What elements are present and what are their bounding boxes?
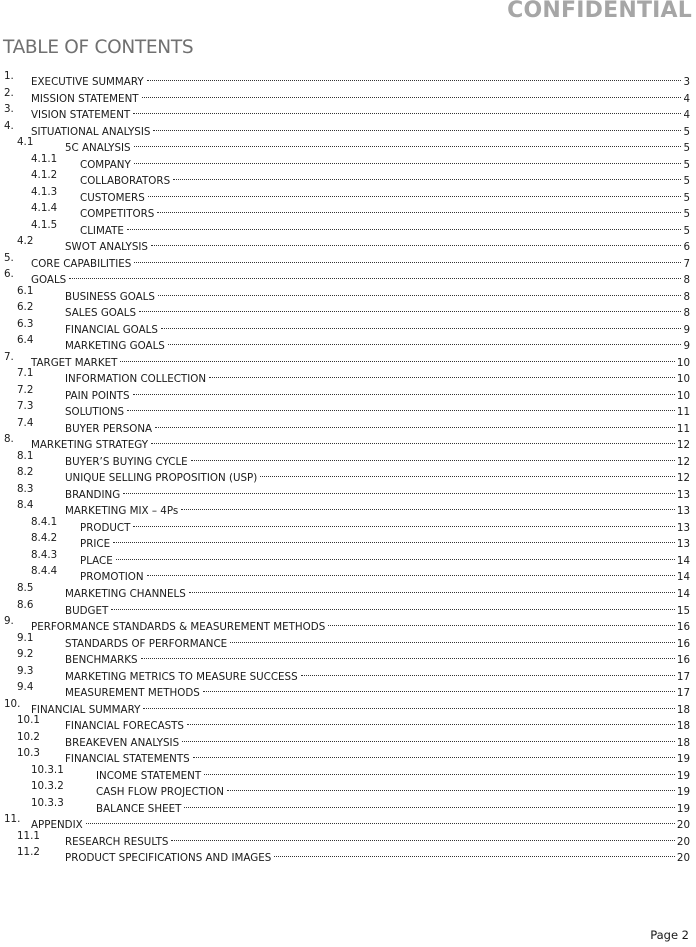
toc-entry-title: 5C ANALYSIS — [65, 142, 131, 155]
toc-entry-page-number: 19 — [676, 753, 690, 766]
dot-leader — [328, 609, 675, 626]
toc-entry-number: 10.1 — [17, 714, 40, 727]
toc-entry-title: TARGET MARKET — [31, 356, 118, 369]
toc-entry-title: BUYER’S BUYING CYCLE — [65, 455, 188, 468]
toc-entry[interactable] — [0, 844, 696, 865]
toc-entry-page-number: 8 — [683, 307, 690, 320]
dot-leader — [260, 460, 675, 477]
dot-leader — [187, 708, 675, 725]
toc-entry-title: GOALS — [31, 274, 67, 287]
toc-entry-page-number: 18 — [676, 720, 690, 733]
toc-entry-page-number: 9 — [683, 323, 690, 336]
toc-entry-title: UNIQUE SELLING PROPOSITION (USP) — [65, 472, 258, 485]
toc-entry-number: 8.4.4 — [31, 565, 58, 578]
toc-entry-page-number: 18 — [676, 703, 690, 716]
dot-leader — [155, 411, 675, 428]
toc-entry-page-number: 15 — [676, 604, 690, 617]
toc-entry-number: 8.2 — [17, 466, 34, 479]
dot-leader — [191, 444, 675, 461]
toc-entry-page-number: 16 — [676, 621, 690, 634]
toc-entry-page-number: 5 — [683, 125, 690, 138]
dot-leader — [134, 246, 681, 263]
dot-leader — [134, 147, 681, 164]
toc-entry-page-number: 13 — [676, 505, 690, 518]
toc-entry-page-number: 12 — [676, 472, 690, 485]
toc-entry-title: MARKETING CHANNELS — [65, 587, 186, 600]
toc-entry-number: 4.1.3 — [31, 185, 58, 198]
toc-entry-page-number: 5 — [683, 142, 690, 155]
toc-entry-title: COMPETITORS — [80, 208, 155, 221]
toc-entry-page-number: 11 — [676, 422, 690, 435]
toc-entry-page-number: 11 — [676, 406, 690, 419]
toc-entry-number: 6.1 — [17, 284, 34, 297]
toc-entry-page-number: 14 — [676, 587, 690, 600]
dot-leader — [120, 345, 675, 362]
toc-entry-title: EXECUTIVE SUMMARY — [31, 76, 144, 88]
dot-leader — [203, 675, 675, 692]
toc-entry-number: 7.4 — [17, 416, 34, 429]
toc-entry-title: STANDARDS OF PERFORMANCE — [65, 637, 228, 650]
dot-leader — [157, 196, 681, 213]
toc-entry-title: CASH FLOW PROJECTION — [96, 786, 224, 799]
toc-entry-page-number: 9 — [683, 340, 690, 353]
toc-entry-number: 4.1.2 — [31, 169, 58, 182]
dot-leader — [227, 774, 675, 791]
toc-entry-number: 9.4 — [17, 681, 34, 694]
toc-entry-title: MARKETING STRATEGY — [31, 439, 148, 452]
toc-entry-title: PLACE — [80, 554, 113, 567]
toc-title: TABLE OF CONTENTS — [3, 37, 194, 58]
dot-leader — [301, 659, 675, 676]
toc-entry-title: COLLABORATORS — [80, 175, 171, 188]
dot-leader — [204, 758, 675, 775]
toc-entry-number: 7.2 — [17, 383, 34, 396]
toc-entry-title: BUYER PERSONA — [65, 422, 153, 435]
toc-entry-number: 4.1.5 — [31, 218, 58, 231]
toc-entry-title: MARKETING METRICS TO MEASURE SUCCESS — [65, 670, 298, 683]
toc-entry-page-number: 16 — [676, 654, 690, 667]
toc-entry-page-number: 19 — [676, 769, 690, 782]
page-number-footer: Page 2 — [650, 928, 689, 942]
dot-leader — [127, 394, 675, 411]
toc-entry-title: INCOME STATEMENT — [96, 769, 202, 782]
toc-entry-page-number: 7 — [683, 257, 690, 270]
dot-leader — [113, 526, 675, 543]
dot-leader — [134, 130, 681, 147]
toc-entry-number: 8.4.1 — [31, 515, 58, 528]
toc-entry-number: 10.3.3 — [31, 796, 64, 809]
toc-entry-page-number: 17 — [676, 687, 690, 700]
dot-leader — [193, 741, 675, 758]
dot-leader — [133, 97, 681, 114]
toc-entry-number: 4.1 — [17, 136, 34, 149]
dot-leader — [189, 576, 675, 593]
toc-entry-title: MEASUREMENT METHODS — [65, 687, 200, 700]
toc-entry-title: BENCHMARKS — [65, 654, 138, 667]
toc-entry-title: CLIMATE — [80, 224, 124, 237]
dot-leader — [230, 626, 675, 643]
toc-entry-page-number: 5 — [683, 224, 690, 237]
toc-entry-number: 9.3 — [17, 664, 34, 677]
toc-entry-page-number: 20 — [676, 852, 690, 865]
toc-entry-number: 3. — [4, 103, 14, 116]
toc-entry-title: FINANCIAL GOALS — [65, 323, 158, 336]
toc-entry-page-number: 20 — [676, 835, 690, 848]
toc-entry-title: SALES GOALS — [65, 307, 137, 320]
toc-entry-number: 11.1 — [17, 829, 40, 842]
dot-leader — [161, 312, 681, 329]
toc-entry-number: 7.1 — [17, 367, 34, 380]
toc-entry-title: MARKETING GOALS — [65, 340, 165, 353]
toc-entry-number: 9.2 — [17, 648, 34, 661]
dot-leader — [151, 427, 675, 444]
toc-entry-page-number: 12 — [676, 455, 690, 468]
toc-entry-title: FINANCIAL STATEMENTS — [65, 753, 190, 766]
toc-entry-title: COMPANY — [80, 158, 131, 171]
toc-entry-title: PRODUCT — [80, 521, 131, 534]
toc-entry-page-number: 14 — [676, 554, 690, 567]
toc-entry-page-number: 13 — [676, 521, 690, 534]
toc-entry-number: 11.2 — [17, 846, 40, 859]
toc-entry-title: APPENDIX — [31, 819, 83, 832]
dot-leader — [111, 593, 675, 610]
toc-entry-page-number: 3 — [683, 76, 690, 88]
toc-entry-page-number: 16 — [676, 637, 690, 650]
toc-entry-page-number: 19 — [676, 786, 690, 799]
toc-entry-title: BREAKEVEN ANALYSIS — [65, 736, 180, 749]
dot-leader — [274, 840, 675, 857]
toc-entry-page-number: 6 — [683, 241, 690, 254]
toc-entry-page-number: 19 — [676, 802, 690, 815]
toc-entry-number: 4.2 — [17, 235, 34, 248]
toc-entry-link[interactable] — [65, 844, 690, 867]
dot-leader — [171, 824, 674, 841]
toc-entry-number: 8.6 — [17, 598, 34, 611]
toc-entry-title: MISSION STATEMENT — [31, 92, 139, 105]
dot-leader — [173, 163, 681, 180]
dot-leader — [151, 229, 681, 246]
dot-leader — [127, 213, 681, 230]
dot-leader — [147, 64, 681, 81]
toc-entry-number: 10.2 — [17, 730, 40, 743]
toc-entry-title: BUDGET — [65, 604, 109, 617]
toc-entry-page-number: 13 — [676, 488, 690, 501]
toc-entry-title: RESEARCH RESULTS — [65, 835, 169, 848]
toc-entry-number: 6. — [4, 268, 14, 281]
toc-entry-page-number: 8 — [683, 274, 690, 287]
toc-entry-number: 6.2 — [17, 301, 34, 314]
dot-leader — [181, 493, 675, 510]
toc-entry-number: 11. — [4, 813, 21, 826]
toc-entry-page-number: 10 — [676, 373, 690, 386]
toc-entry-page-number: 18 — [676, 736, 690, 749]
toc-entry-number: 8.4.2 — [31, 532, 58, 545]
toc-entry-page-number: 17 — [676, 670, 690, 683]
toc-entry-page-number: 4 — [683, 92, 690, 105]
toc-entry-number: 1. — [4, 70, 14, 82]
toc-entry-page-number: 5 — [683, 158, 690, 171]
dot-leader — [116, 543, 675, 560]
dot-leader — [142, 81, 681, 98]
toc-entry-page-number: 5 — [683, 175, 690, 188]
dot-leader — [69, 262, 681, 279]
toc-entry-number: 5. — [4, 251, 14, 264]
dot-leader — [148, 180, 681, 197]
toc-entry-number: 8.5 — [17, 581, 34, 594]
toc-entry-title: FINANCIAL FORECASTS — [65, 720, 184, 733]
toc-entry-title: CORE CAPABILITIES — [31, 257, 132, 270]
toc-entry-number: 2. — [4, 86, 14, 99]
toc-entry-number: 4. — [4, 119, 14, 132]
confidential-label: CONFIDENTIAL — [507, 0, 692, 23]
toc-entry-page-number: 5 — [683, 191, 690, 204]
dot-leader — [123, 477, 675, 494]
toc-entry-title: BRANDING — [65, 488, 121, 501]
toc-entry-title: MARKETING MIX – 4Ps — [65, 505, 179, 518]
dot-leader — [209, 361, 675, 378]
dot-leader — [184, 791, 675, 808]
dot-leader — [133, 510, 674, 527]
toc-entry-title: CUSTOMERS — [80, 191, 145, 204]
toc-entry-page-number: 8 — [683, 290, 690, 303]
toc-entry-title: SITUATIONAL ANALYSIS — [31, 125, 151, 138]
dot-leader — [133, 378, 675, 395]
toc-entry-title: FINANCIAL SUMMARY — [31, 703, 141, 716]
toc-entry-title: VISION STATEMENT — [31, 109, 131, 122]
dot-leader — [86, 807, 675, 824]
dot-leader — [182, 725, 675, 742]
toc-entry-page-number: 10 — [676, 356, 690, 369]
toc-entry-number: 10. — [4, 697, 21, 710]
toc-entry-title: PROMOTION — [80, 571, 144, 584]
toc-entry-page-number: 10 — [676, 389, 690, 402]
dot-leader — [147, 559, 675, 576]
toc-entry-number: 4.1.1 — [31, 152, 58, 165]
toc-entry-number: 10.3.2 — [31, 780, 64, 793]
toc-entry-number: 8.3 — [17, 482, 34, 495]
toc-entry-page-number: 4 — [683, 109, 690, 122]
toc-entry-page-number: 14 — [676, 571, 690, 584]
toc-entry-number: 10.3 — [17, 747, 40, 760]
toc-entry-number: 9.1 — [17, 631, 34, 644]
toc-entry-number: 9. — [4, 615, 14, 628]
toc-entry-number: 6.4 — [17, 334, 34, 347]
toc-entry-title: SWOT ANALYSIS — [65, 241, 148, 254]
dot-leader — [139, 295, 681, 312]
dot-leader — [168, 328, 681, 345]
dot-leader — [153, 114, 681, 131]
toc-entry-number: 6.3 — [17, 317, 34, 330]
toc-entry-number: 7. — [4, 350, 14, 363]
toc-entry-page-number: 20 — [676, 819, 690, 832]
dot-leader — [141, 642, 675, 659]
toc-entry-number: 8.1 — [17, 449, 34, 462]
toc-entry-number: 8.4 — [17, 499, 34, 512]
toc-entry-page-number: 12 — [676, 439, 690, 452]
toc-entry-page-number: 5 — [683, 208, 690, 221]
toc-entry-number: 4.1.4 — [31, 202, 58, 215]
toc-entry-title: PRICE — [80, 538, 111, 551]
toc-entry-title: BALANCE SHEET — [96, 802, 182, 815]
toc-entry-number: 8.4.3 — [31, 548, 58, 561]
toc-entry-number: 7.3 — [17, 400, 34, 413]
toc-entry-title: PAIN POINTS — [65, 389, 130, 402]
dot-leader — [158, 279, 681, 296]
toc-entry-title: BUSINESS GOALS — [65, 290, 155, 303]
dot-leader — [143, 692, 675, 709]
toc-entry-number: 10.3.1 — [31, 763, 64, 776]
toc-entry-page-number: 13 — [676, 538, 690, 551]
toc-list — [0, 68, 696, 865]
toc-entry-title: PERFORMANCE STANDARDS & MEASUREMENT METHODS — [31, 621, 326, 634]
toc-entry-title: SOLUTIONS — [65, 406, 125, 419]
toc-entry-title: PRODUCT SPECIFICATIONS AND IMAGES — [65, 852, 272, 865]
toc-entry-number: 8. — [4, 433, 14, 446]
toc-entry-title: INFORMATION COLLECTION — [65, 373, 207, 386]
